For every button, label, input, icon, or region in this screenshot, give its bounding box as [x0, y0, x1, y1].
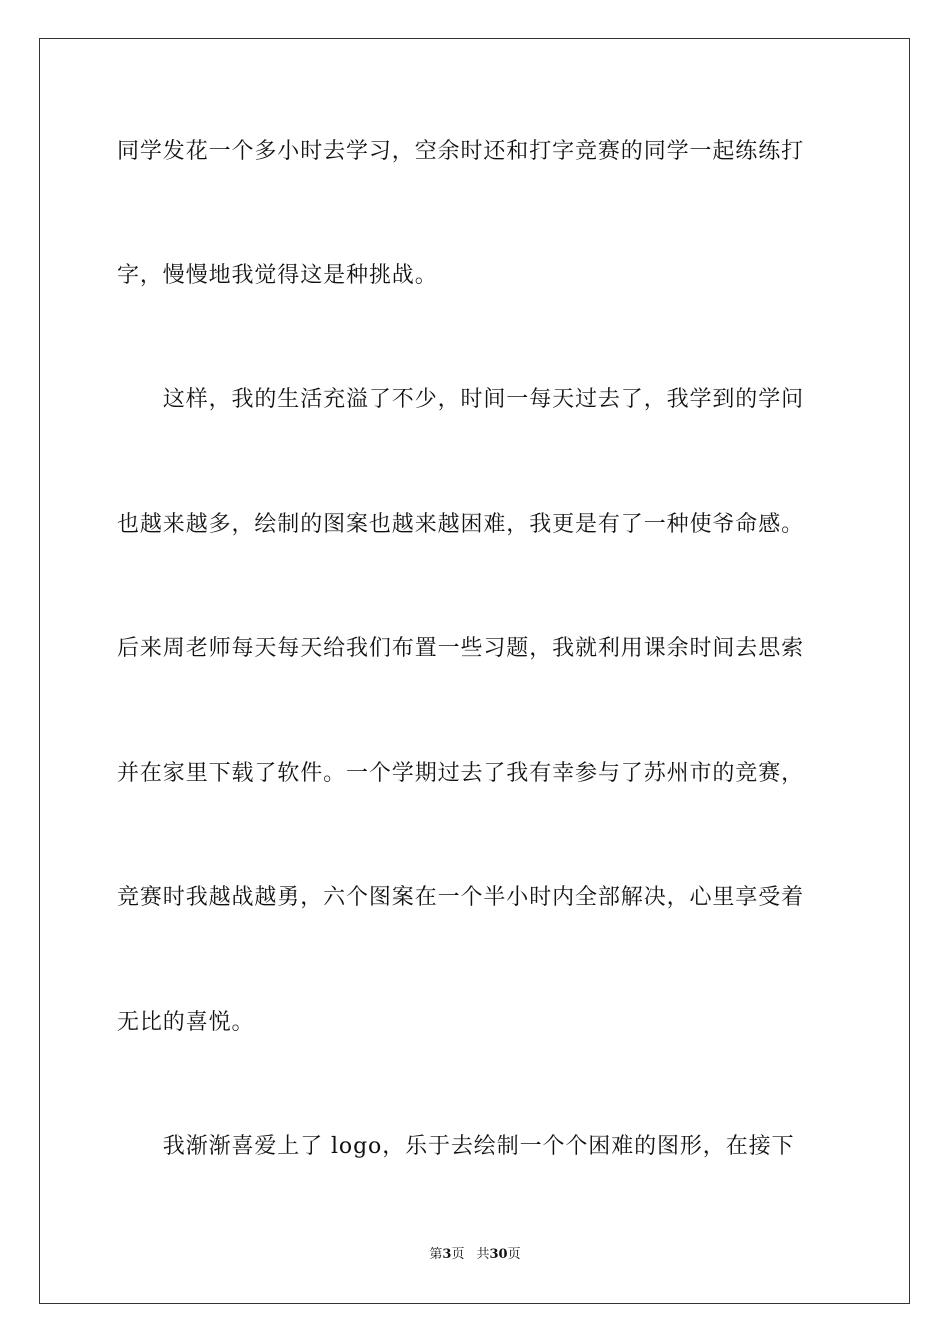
body-line-1: 同学发花一个多小时去学习，空余时还和打字竞赛的同学一起练练打 [117, 139, 805, 164]
body-line-5: 后来周老师每天每天给我们布置一些习题，我就利用课余时间去思索 [117, 636, 805, 661]
footer-page-number: 3 [442, 1247, 452, 1262]
footer-total-suffix: 页 [507, 1247, 521, 1262]
body-line-2: 字，慢慢地我觉得这是种挑战。 [117, 263, 438, 288]
footer-total-pages: 30 [489, 1247, 508, 1262]
footer-page-suffix: 页 [451, 1247, 465, 1262]
body-line-4: 也越来越多，绘制的图案也越来越困难，我更是有了一种使爷命感。 [117, 512, 805, 537]
footer-page-prefix: 第 [429, 1247, 443, 1262]
body-line-6: 并在家里下载了软件。一个学期过去了我有幸参与了苏州市的竞赛， [117, 761, 805, 786]
page-footer [0, 1246, 950, 1264]
body-line-8: 无比的喜悦。 [117, 1010, 255, 1035]
body-line-3: 这样，我的生活充溢了不少，时间一每天过去了，我学到的学问 [117, 387, 805, 412]
body-line-7: 竞赛时我越战越勇，六个图案在一个半小时内全部解决，心里享受着 [117, 885, 805, 910]
body-line-9: 我渐渐喜爱上了 logo，乐于去绘制一个个困难的图形，在接下 [117, 1134, 795, 1159]
footer-total-prefix: 共 [476, 1247, 490, 1262]
page-frame [39, 38, 910, 1304]
